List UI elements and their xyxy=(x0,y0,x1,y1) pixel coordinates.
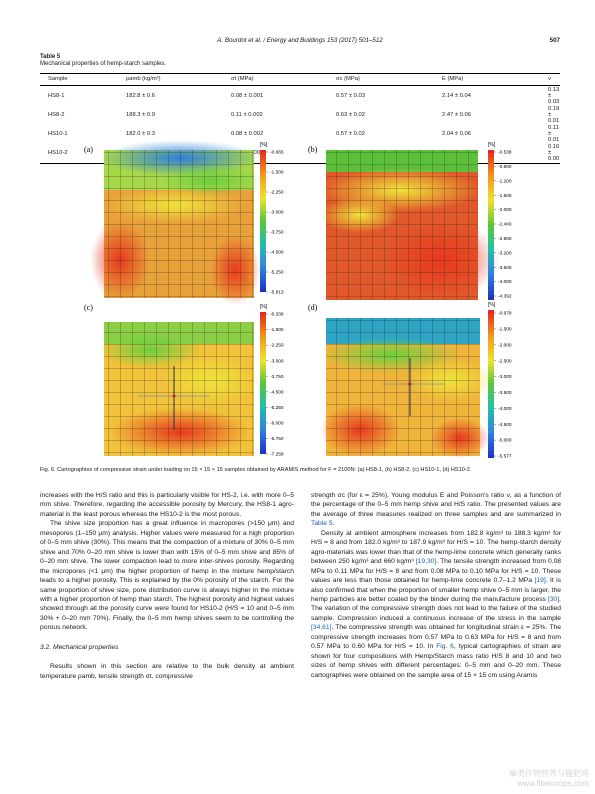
figure-caption: Fig. 6. Cartographies of compressive strain under loading on 15 × 15 × 15 samples obtained by ARAMIS method for F = 2100N: (a) HS8-1, (b) HS8-2, (c) HS10-1, (d) HS10-2. xyxy=(40,467,472,473)
table-cell: 0.13 ± 0.03 xyxy=(548,86,560,105)
colorbar-tick-label: -5.250 xyxy=(270,405,284,411)
table-cell: 0.11 ± 0.01 xyxy=(548,124,560,143)
table-cell: 0.63 ± 0.02 xyxy=(336,111,365,118)
journal-citation: A. Bourdot et al. / Energy and Buildings 153 (2017) 501–512 xyxy=(217,37,383,44)
table-cell: 0.16 ± 0.00 xyxy=(540,144,560,164)
colorbar-tick-label: -3.000 xyxy=(498,375,512,381)
colorbar-tick-label: -2.250 xyxy=(270,190,284,196)
panel-label: (a) xyxy=(84,145,93,154)
table-cell: 2.04 ± 0.06 xyxy=(442,130,471,137)
colorbar-tick-label: -7.258 xyxy=(270,452,284,458)
colorbar-tick-label: -0.336 xyxy=(270,312,284,318)
watermark-cn: 麻类作物营养与施肥网 xyxy=(509,769,589,778)
colorbar xyxy=(488,310,494,458)
colorbar-tick-label: -2.500 xyxy=(498,359,512,365)
text-span: . It is also confirmed that when the proportion of smaller hemp shive 0–5 mm is larger, the hemp particles are better coated by the binder during the manufacture process xyxy=(311,577,561,603)
table-col-header: E (MPa) xyxy=(434,74,540,86)
table-link[interactable]: Table 5 xyxy=(311,520,333,528)
text-span: . The variation of the compressive strength does not lead to the failure of the studied sample. Compression induced a continuous increase of the stress in the sample xyxy=(311,595,561,622)
citation-link[interactable]: [19] xyxy=(534,577,546,585)
colorbar-tick-label: -3.500 xyxy=(498,391,512,397)
section-heading: 3.2. Mechanical properties xyxy=(40,643,119,651)
colorbar-tick-label: -4.000 xyxy=(498,406,512,412)
citation-link[interactable]: [30] xyxy=(547,595,560,603)
colorbar-tick-label: -6.000 xyxy=(270,421,284,427)
table-cell: HS8-1 xyxy=(48,92,65,99)
citation-link[interactable]: [34,61] xyxy=(311,624,332,632)
colorbar-tick-label: -2.250 xyxy=(270,343,284,349)
text-span: strength σc (for ε = 25%), Young modulus E and Poisson's ratio ν, as a function of the percentage of the 0–5 mm hemp shive and H/S ratio. The presented values are the average of three measures realized on three samples and are summarized in xyxy=(311,492,561,518)
colorbar-tick-label: -5.813 xyxy=(270,290,284,296)
table-cell: 0.57 ± 0.03 xyxy=(336,92,365,99)
table-cell: HS10-2 xyxy=(40,144,118,164)
colorbar-unit: [%] xyxy=(488,302,496,308)
colorbar-unit: [%] xyxy=(260,142,268,148)
watermark-url: www.fibercrops.com xyxy=(517,779,589,788)
table-row xyxy=(40,105,560,124)
table-cell: HS10-1 xyxy=(48,130,68,137)
panel-d xyxy=(308,302,512,460)
paragraph: strength σc (for ε = 25%), Young modulus E and Poisson's ratio ν, as a function of the percentage of the 0–5 mm hemp shive and H/S ratio. The presented values are the average of three measures realized on three samples and are summarized in Table 5. xyxy=(311,492,561,528)
panel-label: (c) xyxy=(84,303,93,312)
colorbar-tick-label: -5.250 xyxy=(270,270,284,276)
table-col-header: σt (MPa) xyxy=(223,74,328,86)
colorbar-tick-label: -1.500 xyxy=(498,327,512,333)
panel-c xyxy=(84,303,284,458)
left-column xyxy=(40,491,294,681)
table-header-row xyxy=(40,74,560,86)
paragraph: increases with the H/S ratio and this is particularly visible for HS-2, i.e. with more 0–5 mm shive. Therefore, regarding the accessible porosity by Mercury, the HS8-1 agro-material is the least porous whereas the HS10-2 is the most porous. xyxy=(40,492,294,518)
table-col-header: σc (MPa) xyxy=(328,74,434,86)
table-cell: 2.14 ± 0.04 xyxy=(442,92,471,99)
colorbar-tick-label: -5.000 xyxy=(498,438,512,444)
text-span: . The tensile strength increased from 0.08 MPa to 0.11 MPa for H/S = 8 and from 0.08 MPa to 0.10 MPa for H/S = 10. These values are less than those obtained for hemp-lime concrete 0.7–1.2 MPa xyxy=(311,558,562,585)
colorbar-tick-label: -0.800 xyxy=(498,165,512,170)
citation-link[interactable]: [19,30] xyxy=(415,558,437,566)
right-column xyxy=(311,491,561,680)
colorbar-tick-label: -5.577 xyxy=(498,454,512,460)
colorbar-tick-label: -4.392 xyxy=(498,294,512,300)
colorbar-tick-label: -4.500 xyxy=(498,422,512,428)
table-label: Table 5 xyxy=(40,54,61,60)
colorbar-tick-label: -4.000 xyxy=(498,280,512,286)
paragraph: The shive size proportion has a great influence in macropores (>150 μm) and mesopores (1–150 μm) analysis. Higher values were measured for a high proportion of 0–5 mm shive (30%). This means that the compaction of a mixture of 30% 0–5 mm shive and 70% 0–20 mm shive is lower than with 15% of 0–5 mm shive and 85% of 0–20 mm shive. The lower compaction lead to more inter-shives porosity. Regarding the micropores (<1 μm) the higher proportion of hemp in the mixture hemp/starch leads to a higher porosity. This is explained by the 0% porosity of the starch. For the same proportion of shive size, pore distribution curve is always higher in the mixture with a higher proportion of hemp than starch. The highest porosity and highest values showed through all the porosity curve were found for HS10-2 (H/S = 10 and 0–5 mm 30% + 0–20 mm 70%). Finally, the 0–5 mm hemp shives seem to be controlling the porous network. xyxy=(40,520,294,632)
colorbar xyxy=(488,150,494,300)
colorbar-tick-label: -0.538 xyxy=(498,150,512,156)
colorbar-tick-label: -1.200 xyxy=(498,179,512,185)
table-row xyxy=(40,86,560,106)
colorbar-tick-label: -0.978 xyxy=(498,311,512,317)
table-col-header: ρamb (kg/m³) xyxy=(118,74,223,86)
text-span: Density at ambient atmosphere increases from 182.8 kg/m³ to 188.3 kg/m³ for H/S = 8 and from 182.0 kg/m³ to 187.9 kg/m³ for H/S = 10. The hemp-starch density agro-materials was lower than that of the hemp-lime concrete which generally ranks between 250 kg/m³ and 660 kg/m³ xyxy=(311,529,561,566)
table-cell: 0.08 ± 0.001 xyxy=(231,92,264,99)
table-cell: 0.57 ± 0.02 xyxy=(336,130,365,137)
table-cell: 0.08 ± 0.002 xyxy=(231,130,264,137)
table-cell: HS8-2 xyxy=(48,111,65,118)
colorbar-tick-label: -3.200 xyxy=(498,251,512,257)
colorbar-tick-label: -2.000 xyxy=(498,343,512,349)
colorbar-unit: [%] xyxy=(488,142,496,148)
text-span: . The compressive strength was obtained for longitudinal strain ε = 25%. The compressive strength increases from 0.57 MPa to 0.63 MPa for H/S = 8 and from 0.57 MPa to 0.60 MPa for H/S = 10. In xyxy=(311,624,561,651)
table-col-header: Sample xyxy=(40,74,118,86)
colorbar-tick-label: -1.500 xyxy=(270,170,284,176)
table-cell: 188.3 ± 0.9 xyxy=(126,111,155,118)
panel-b xyxy=(308,142,512,300)
colorbar-tick-label: -0.665 xyxy=(270,150,284,156)
page-number: 507 xyxy=(549,37,560,44)
colorbar-tick-label: -3.750 xyxy=(270,374,284,380)
colorbar-tick-label: -6.750 xyxy=(270,437,284,443)
colorbar-tick-label: -2.800 xyxy=(498,237,512,242)
strain-cartographies xyxy=(60,140,560,462)
paragraph xyxy=(311,529,561,680)
table-cell: 0.11 ± 0.002 xyxy=(231,111,263,118)
table-cell: 0.19 ± 0.01 xyxy=(548,105,560,124)
text-span: , typical cartographies of strain are shown for four compositions with Hemp/Starch mass ratio H/S 8 and 10 and two sizes of hemp shives with different percentages: 0–5 mm and 0–20 mm. These cartographies were obtained on the sample area of 15 × 15 cm using Aramis xyxy=(311,643,561,679)
colorbar-tick-label: -4.500 xyxy=(270,390,284,396)
colorbar-unit: [%] xyxy=(260,304,268,310)
running-header xyxy=(40,37,560,49)
table-cell: 2.47 ± 0.06 xyxy=(442,111,471,118)
colorbar-tick-label: -2.000 xyxy=(498,208,512,214)
colorbar-tick-label: -3.000 xyxy=(270,210,284,216)
colorbar-tick-label: -1.600 xyxy=(498,193,512,199)
colorbar xyxy=(260,312,266,454)
colorbar-tick-label: -4.500 xyxy=(270,250,284,256)
table-cell: 182.0 ± 0.3 xyxy=(126,130,155,137)
panel-a xyxy=(84,140,284,305)
panel-label: (d) xyxy=(308,303,318,312)
table-title: Mechanical properties of hemp-starch samples. xyxy=(40,61,167,68)
colorbar-tick-label: -1.500 xyxy=(270,328,284,334)
panel-label: (b) xyxy=(308,145,318,154)
colorbar-tick-label: -3.600 xyxy=(498,265,512,271)
figure-link[interactable]: Fig. 6 xyxy=(436,643,454,651)
colorbar xyxy=(260,150,266,292)
table-caption xyxy=(40,54,166,69)
colorbar-tick-label: -3.750 xyxy=(270,230,284,236)
colorbar-tick-label: -2.400 xyxy=(498,222,512,228)
figure-6 xyxy=(60,140,560,462)
paragraph: Results shown in this section are relative to the bulk density at ambient temperature ρamb, tensile strength σt, compressive xyxy=(40,663,294,680)
table-col-header: ν xyxy=(540,74,560,86)
colorbar-tick-label: -3.000 xyxy=(270,359,284,365)
table-cell: 182.8 ± 0.6 xyxy=(126,92,155,99)
